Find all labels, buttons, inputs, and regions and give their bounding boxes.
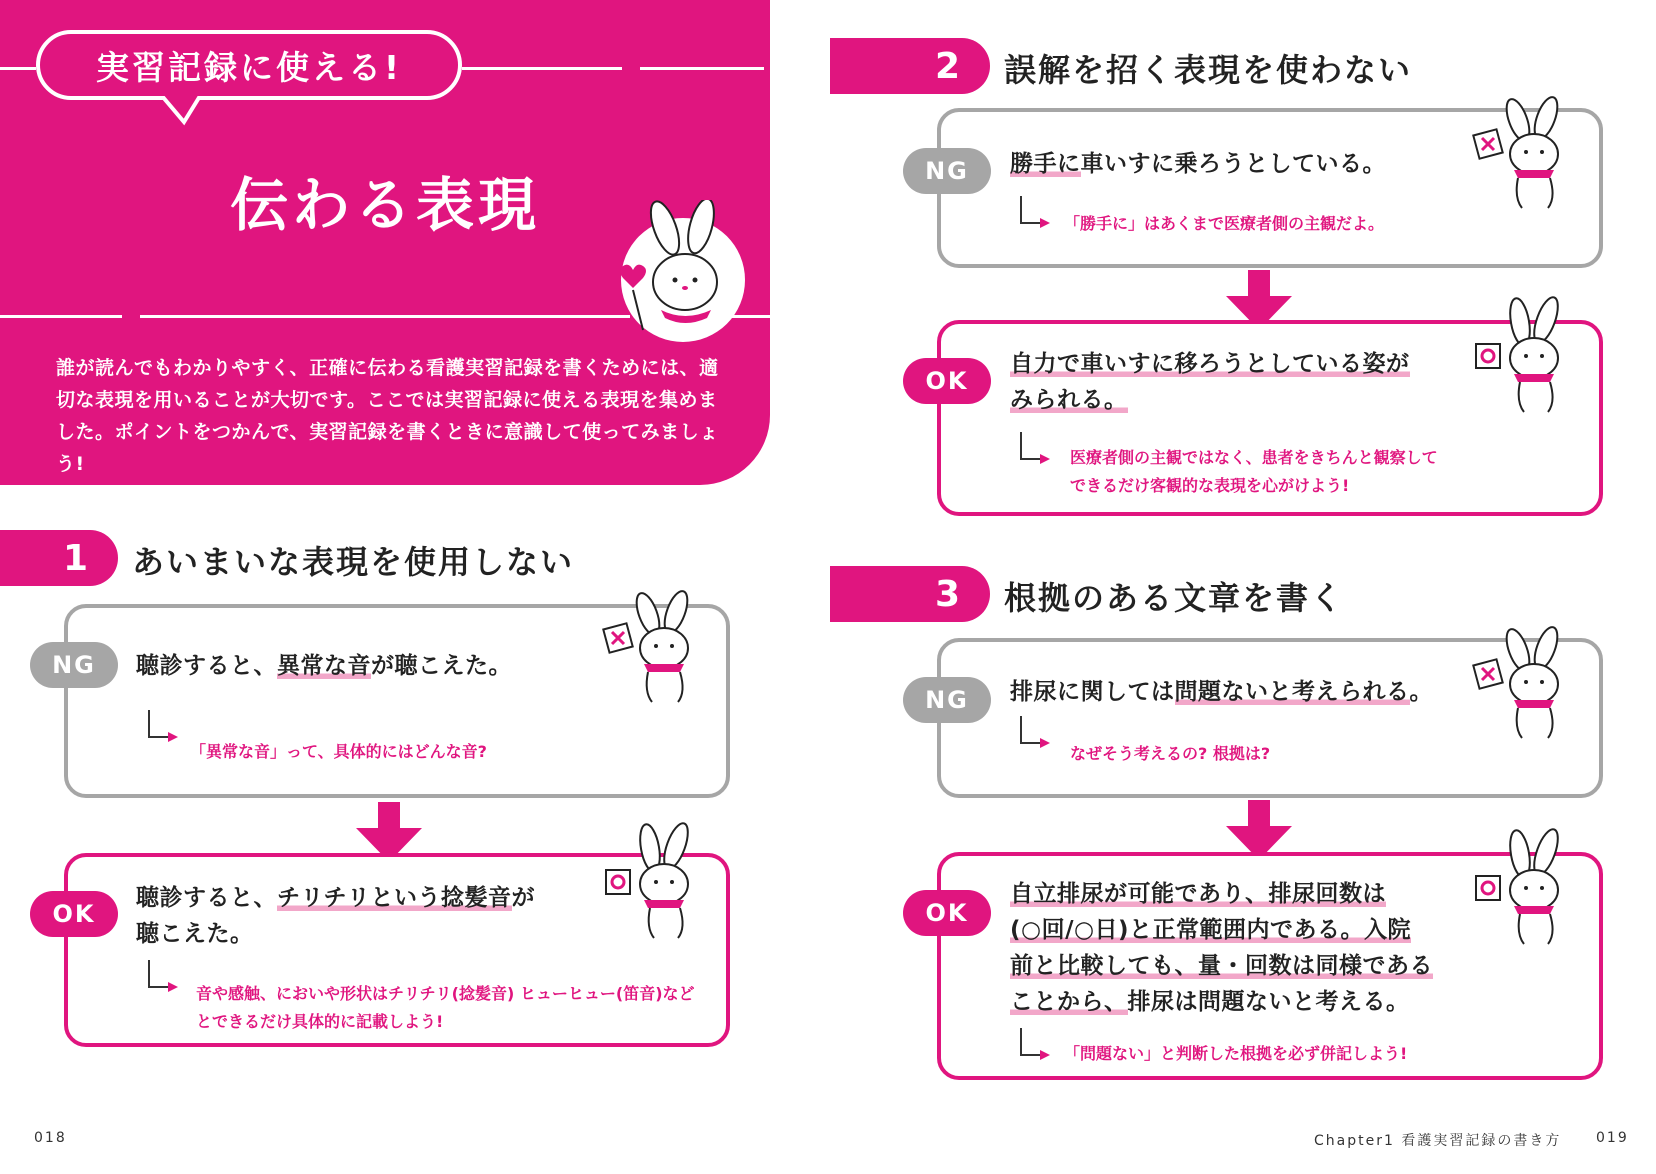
ok-note: 「問題ない」と判断した根拠を必ず併記しよう!	[1064, 1044, 1408, 1063]
ng-note: 「異常な音」って、具体的にはどんな音?	[190, 742, 487, 761]
ng-statement: 勝手に車いすに乗ろうとしている。	[1010, 151, 1386, 177]
page-number-right: 019	[1596, 1130, 1629, 1146]
ok-statement: 自立排尿が可能であり、排尿回数は (○回/○日)と正常範囲内である。入院 前と比較しても、量・回数は同様である ことから、排尿は問題ないと考える。	[1010, 881, 1433, 1015]
ok-note: 医療者側の主観ではなく、患者をきちんと観察して できるだけ客観的な表現を心がけよう!	[1070, 448, 1438, 495]
note-arrow-icon	[1020, 432, 1040, 460]
note-arrow-icon	[1020, 196, 1040, 224]
section-number: 1	[0, 530, 118, 586]
section-title: 根拠のある文章を書く	[1004, 579, 1345, 617]
bubble-tail	[160, 96, 204, 126]
intro-line: した。ポイントをつかんで、実習記録を書くときに意識して使ってみましょう!	[56, 421, 719, 475]
page-number-left: 018	[34, 1130, 67, 1146]
ng-note: 「勝手に」はあくまで医療者側の主観だよ。	[1064, 214, 1385, 233]
chapter-label: Chapter1 看護実習記録の書き方	[1314, 1133, 1562, 1149]
ng-badge: NG	[30, 642, 118, 688]
rabbit-ng-sign-icon	[598, 590, 702, 710]
ng-badge: NG	[903, 148, 991, 194]
ok-statement: 聴診すると、チリチリという捻髪音が 聴こえた。	[136, 885, 536, 947]
rabbit-ok-sign-icon	[602, 820, 706, 950]
ng-statement: 聴診すると、異常な音が聴こえた。	[136, 653, 512, 679]
intro-line: 切な表現を用いることが大切です。ここでは実習記録に使える表現を集めま	[56, 389, 718, 411]
ng-note: なぜそう考えるの? 根拠は?	[1070, 744, 1271, 763]
rabbit-ng-sign-icon	[1468, 626, 1572, 746]
divider	[462, 67, 622, 70]
ok-note: 音や感触、においや形状はチリチリ(捻髪音) ヒューヒュー(笛音)など とできるだけ具体的に記載しよう!	[196, 984, 695, 1031]
note-arrow-icon	[148, 710, 168, 738]
note-arrow-icon	[148, 960, 168, 988]
note-arrow-icon	[1020, 716, 1040, 744]
divider	[140, 315, 630, 318]
rabbit-ok-sign-icon	[1472, 294, 1576, 424]
intro-line: 誰が読んでもわかりやすく、正確に伝わる看護実習記録を書くためには、適	[56, 357, 719, 379]
divider	[640, 67, 764, 70]
section-title: あいまいな表現を使用しない	[132, 543, 575, 581]
ok-badge: OK	[903, 358, 991, 404]
hero-bubble: 実習記録に使える!	[36, 30, 462, 100]
ok-badge: OK	[30, 891, 118, 937]
intro-text	[56, 352, 736, 480]
ok-badge: OK	[903, 890, 991, 936]
rabbit-mascot-icon	[615, 200, 755, 350]
rabbit-ng-sign-icon	[1468, 96, 1572, 216]
ng-statement: 排尿に関しては問題ないと考えられる。	[1010, 679, 1433, 705]
section-number: 3	[830, 566, 990, 622]
page-title: 伝わる表現	[230, 171, 541, 239]
divider	[0, 67, 36, 70]
section-number: 2	[830, 38, 990, 94]
note-arrow-icon	[1020, 1028, 1040, 1056]
section-title: 誤解を招く表現を使わない	[1004, 51, 1413, 89]
ng-badge: NG	[903, 677, 991, 723]
rabbit-ok-sign-icon	[1472, 826, 1576, 956]
divider	[0, 315, 122, 318]
ok-statement: 自力で車いすに移ろうとしている姿が みられる。	[1010, 351, 1410, 413]
